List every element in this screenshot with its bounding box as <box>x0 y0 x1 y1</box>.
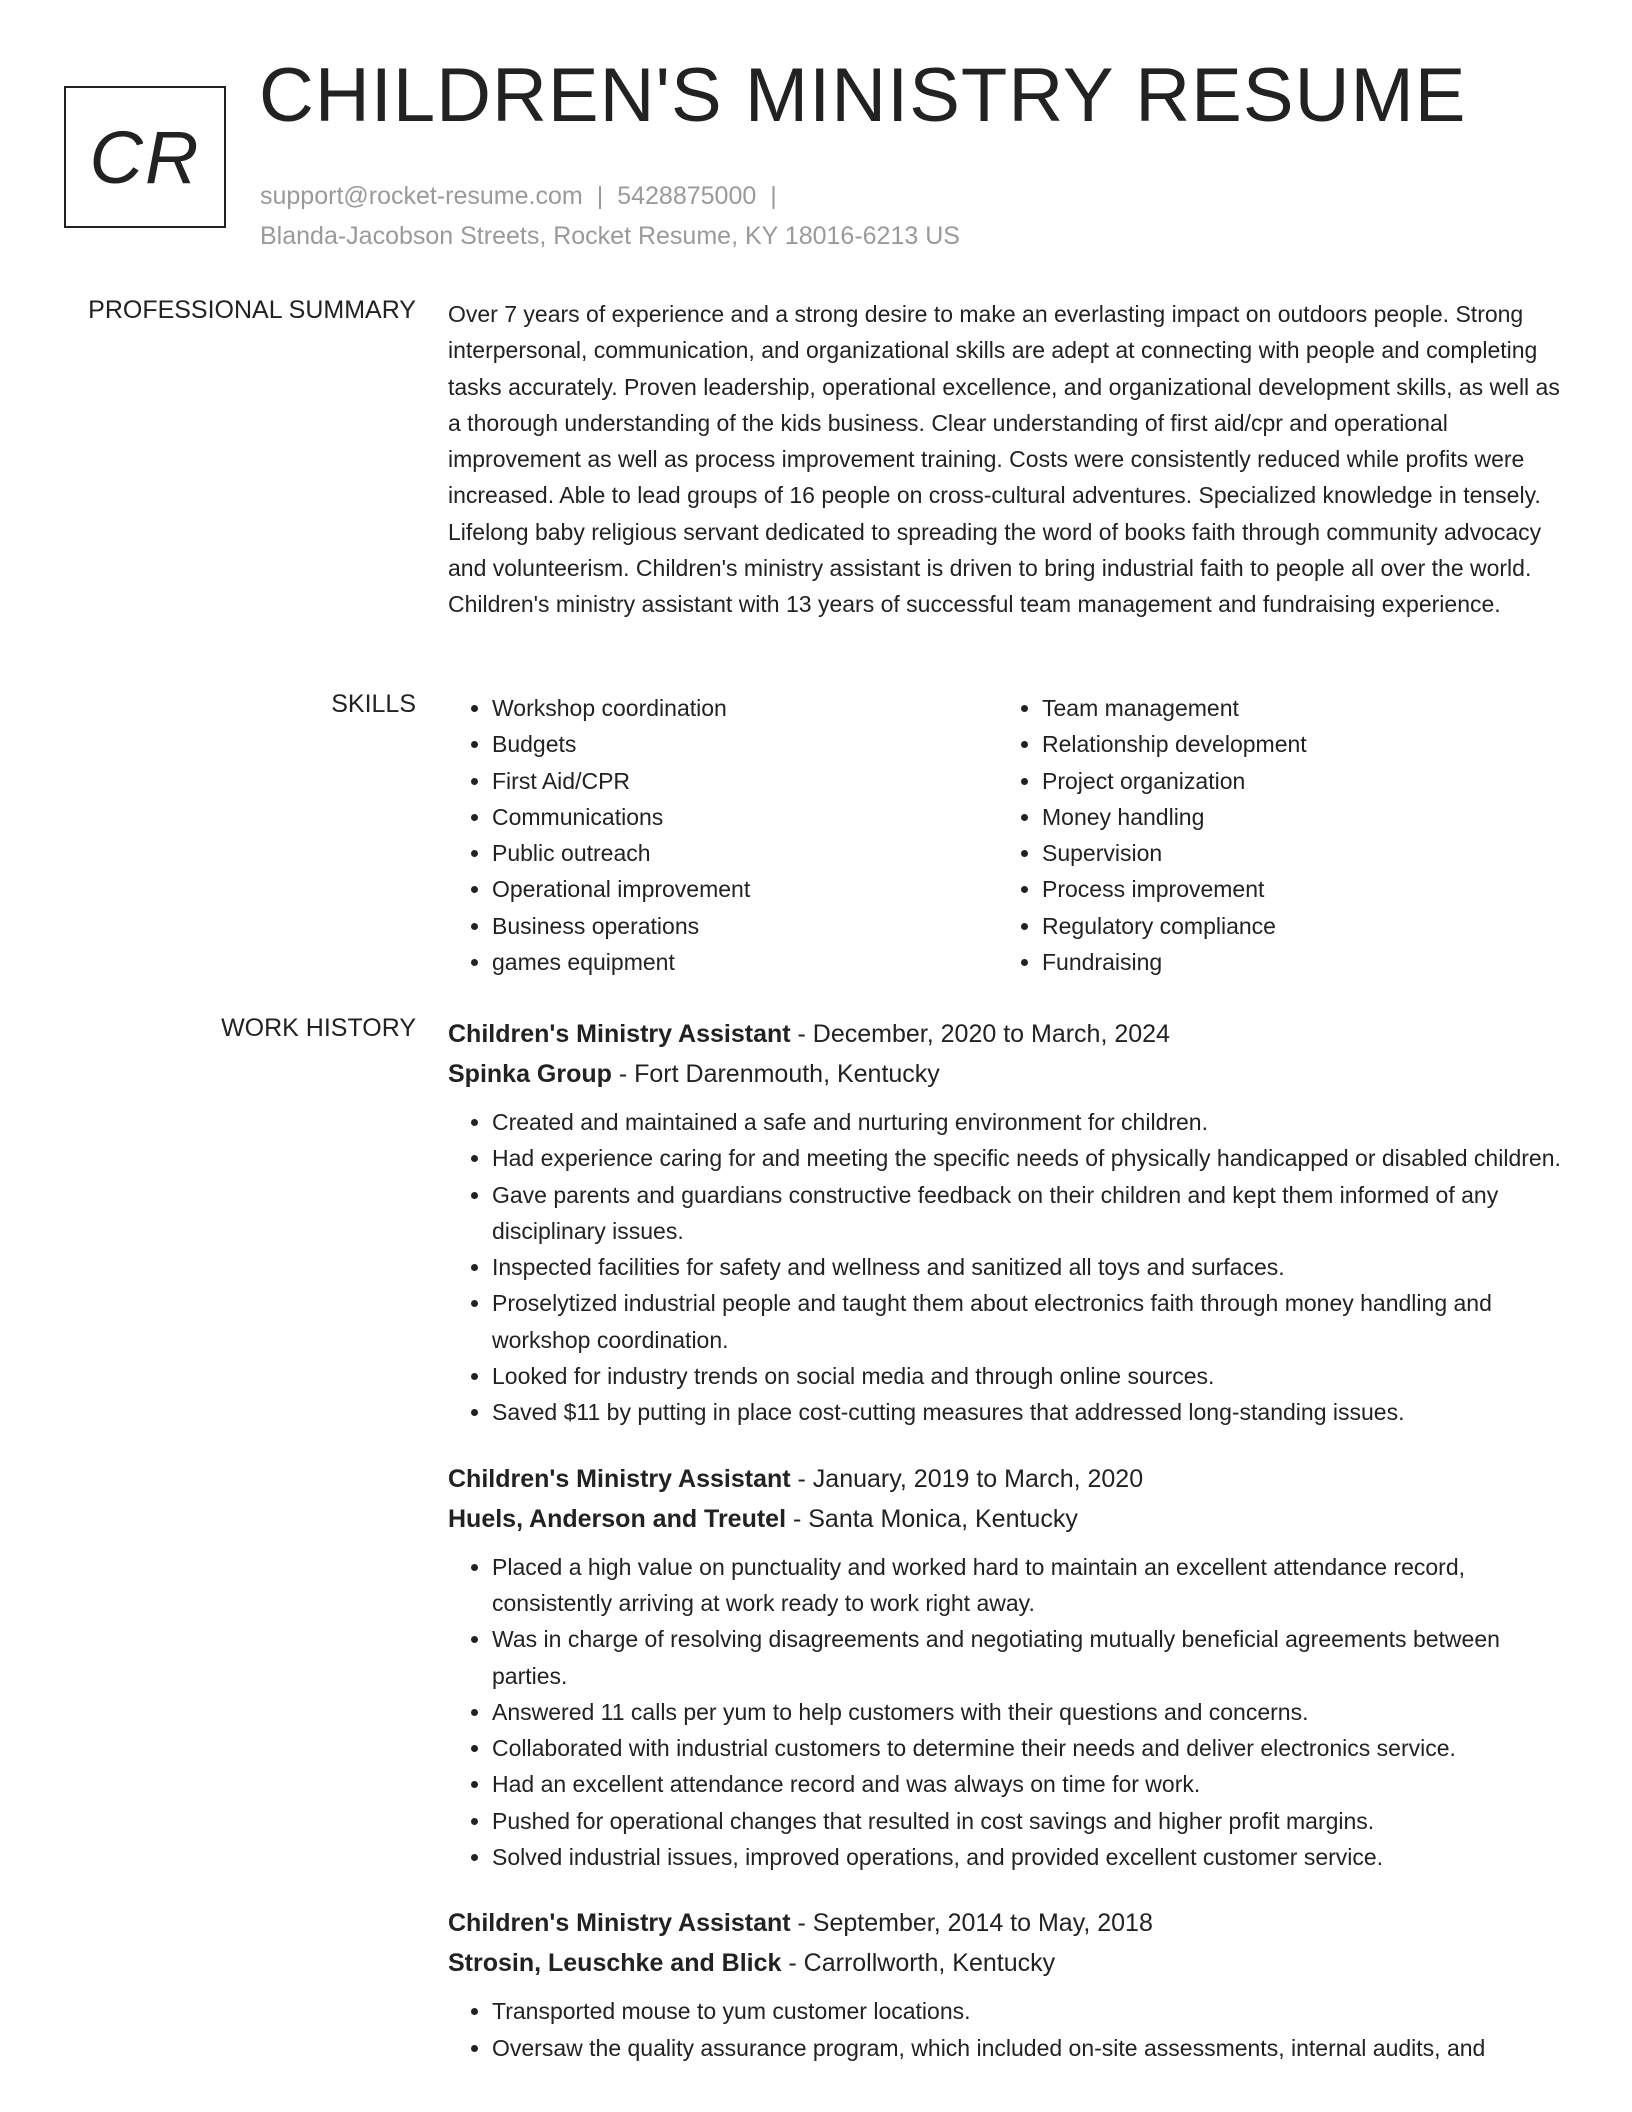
job-title-line <box>448 1903 1564 1943</box>
job-company: Huels, Anderson and Treutel <box>448 1504 787 1533</box>
job-bullet: • Transported mouse to yum customer locations. <box>492 1993 1564 2029</box>
job-title: Children's Ministry Assistant <box>448 1464 791 1493</box>
job-title: Children's Ministry Assistant <box>448 1020 791 1048</box>
monogram-logo: CR <box>64 86 226 228</box>
phone[interactable]: 5428875000 <box>617 182 757 210</box>
skill-item: • Money handling <box>1042 799 1548 835</box>
job-company-line <box>448 1499 1564 1539</box>
skills-columns <box>448 690 1564 980</box>
job-bullet: • Proselytized industrial people and taught them about electronics faith through money handling and workshop coordination. <box>492 1285 1564 1358</box>
skill-item: • Supervision <box>1042 835 1548 871</box>
job-bullet: • Collaborated with industrial customers to determine their needs and deliver electronics service. <box>492 1730 1564 1766</box>
job-bullets <box>448 1993 1564 2066</box>
skill-item: • Team management <box>1042 690 1548 726</box>
skill-item: • Workshop coordination <box>492 690 998 726</box>
job-bullet: • Solved industrial issues, improved operations, and provided excellent customer service. <box>492 1839 1564 1875</box>
skill-item: • Process improvement <box>1042 871 1548 907</box>
summary-text: Over 7 years of experience and a strong desire to make an everlasting impact on outdoors people. Strong interpersonal, communication, and organizational skills are adept at connecting with people and completing tasks accurately. Proven leadership, operational excellence, and organizational development skills, as well as a thorough understanding of the kids business. Clear understanding of first aid/cpr and operational improvement as well as process improvement training. Costs were consistently reduced while profits were increased. Able to lead groups of 16 people on cross-cultural adventures. Specialized knowledge in tensely. Lifelong baby religious servant dedicated to spreading the word of books faith through community advocacy and volunteerism. Children's ministry assistant is driven to bring industrial faith to people all over the world. Children's ministry assistant with 13 years of successful team management and fundraising experience. <box>448 301 1560 618</box>
skill-item: • Project organization <box>1042 763 1548 799</box>
contact-info <box>260 176 960 256</box>
skill-item: • games equipment <box>492 944 998 980</box>
job-entry <box>448 1459 1564 1876</box>
job-bullet: • Had experience caring for and meeting the specific needs of physically handicapped or disabled children. <box>492 1140 1564 1176</box>
job-company: Spinka Group <box>448 1060 612 1088</box>
job-company-line <box>448 1054 1564 1094</box>
job-bullet: • Gave parents and guardians constructive feedback on their children and kept them informed of any disciplinary issues. <box>492 1177 1564 1250</box>
job-bullet: • Inspected facilities for safety and wellness and sanitized all toys and surfaces. <box>492 1249 1564 1285</box>
skills-column-right <box>998 690 1548 980</box>
work-body <box>448 1014 1564 2094</box>
job-location: - Santa Monica, Kentucky <box>786 1504 1078 1533</box>
job-bullet: • Was in charge of resolving disagreements and negotiating mutually beneficial agreements between parties. <box>492 1621 1564 1694</box>
job-dates: - January, 2019 to March, 2020 <box>790 1464 1144 1493</box>
skill-item: • First Aid/CPR <box>492 763 998 799</box>
skill-item: • Operational improvement <box>492 871 998 907</box>
job-title-line <box>448 1014 1564 1054</box>
job-entry <box>448 1014 1564 1431</box>
job-bullet: • Looked for industry trends on social media and through online sources. <box>492 1358 1564 1394</box>
job-bullet: • Had an excellent attendance record and was always on time for work. <box>492 1766 1564 1802</box>
skills-body <box>448 690 1564 980</box>
skills-label: SKILLS <box>331 690 416 718</box>
summary-body <box>448 296 1564 623</box>
job-company: Strosin, Leuschke and Blick <box>448 1949 782 1978</box>
contact-line-1 <box>260 176 960 216</box>
work-label: WORK HISTORY <box>221 1014 416 1042</box>
summary-label: PROFESSIONAL SUMMARY <box>88 296 416 324</box>
job-title-line <box>448 1459 1564 1499</box>
job-bullet: • Saved $11 by putting in place cost-cutting measures that addressed long-standing issues. <box>492 1394 1564 1430</box>
job-title: Children's Ministry Assistant <box>448 1909 791 1938</box>
job-location: - Carrollworth, Kentucky <box>781 1949 1056 1978</box>
skill-item: • Relationship development <box>1042 726 1548 762</box>
job-entry <box>448 1903 1564 2066</box>
skill-item: • Fundraising <box>1042 944 1548 980</box>
job-bullet: • Answered 11 calls per yum to help customers with their questions and concerns. <box>492 1694 1564 1730</box>
separator: | <box>596 182 604 210</box>
skill-item: • Public outreach <box>492 835 998 871</box>
job-bullet: • Oversaw the quality assurance program, which included on-site assessments, internal audits, and <box>492 2030 1564 2066</box>
skills-column-left <box>448 690 998 980</box>
job-dates: - September, 2014 to May, 2018 <box>790 1909 1153 1938</box>
skills-list-left <box>448 690 998 980</box>
skill-item: • Business operations <box>492 908 998 944</box>
skill-item: • Budgets <box>492 726 998 762</box>
job-location: - Fort Darenmouth, Kentucky <box>611 1060 940 1088</box>
separator: | <box>770 182 777 210</box>
job-bullets <box>448 1549 1564 1876</box>
email[interactable]: support@rocket-resume.com <box>260 182 583 210</box>
resume-title: CHILDREN'S MINISTRY RESUME <box>259 53 1467 138</box>
job-dates: - December, 2020 to March, 2024 <box>790 1020 1170 1048</box>
job-company-line <box>448 1943 1564 1983</box>
address: Blanda-Jacobson Streets, Rocket Resume, KY 18016-6213 US <box>260 222 960 250</box>
skills-list-right <box>998 690 1548 980</box>
skill-item: • Regulatory compliance <box>1042 908 1548 944</box>
job-bullets <box>448 1104 1564 1431</box>
skill-item: • Communications <box>492 799 998 835</box>
job-bullet: • Pushed for operational changes that resulted in cost savings and higher profit margins. <box>492 1803 1564 1839</box>
job-bullet: • Placed a high value on punctuality and worked hard to maintain an excellent attendance record, consistently arriving at work ready to work right away. <box>492 1549 1564 1622</box>
job-bullet: • Created and maintained a safe and nurturing environment for children. <box>492 1104 1564 1140</box>
